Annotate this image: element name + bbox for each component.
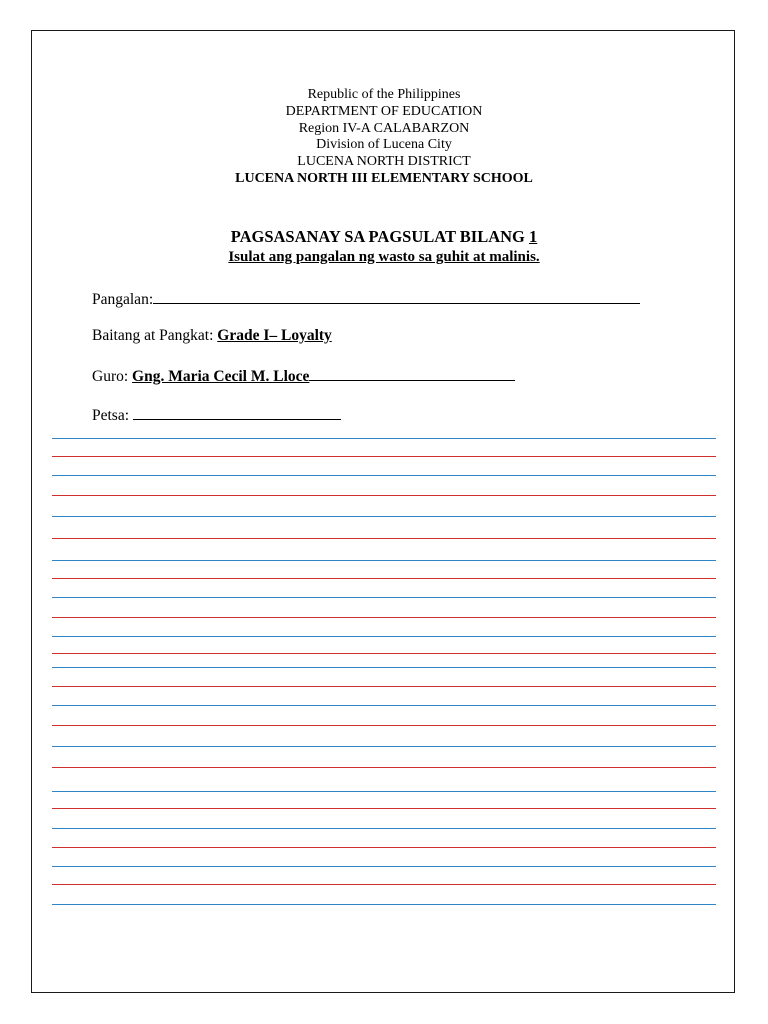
guro-value: Gng. Maria Cecil M. Lloce [132, 368, 310, 385]
pangalan-label: Pangalan: [92, 291, 154, 308]
header-department: DEPARTMENT OF EDUCATION [285, 103, 483, 119]
header-region: Region IV-A CALABARZON [298, 120, 470, 136]
writing-line-red [52, 538, 716, 539]
writing-line-red [52, 456, 716, 457]
writing-line-red [52, 617, 716, 618]
writing-line-blue [52, 667, 716, 668]
writing-line-red [52, 767, 716, 768]
writing-line-blue [52, 866, 716, 867]
pangalan-blank[interactable] [153, 289, 640, 304]
writing-line-blue [52, 904, 716, 905]
writing-line-red [52, 653, 716, 654]
field-baitang [92, 327, 332, 345]
writing-line-red [52, 847, 716, 848]
school-header [0, 87, 768, 188]
writing-line-blue [52, 475, 716, 476]
writing-line-blue [52, 705, 716, 706]
header-division: Division of Lucena City [316, 137, 452, 153]
worksheet-title [0, 227, 768, 247]
worksheet-instruction: Isulat ang pangalan ng wasto sa guhit at malinis. [228, 249, 540, 265]
writing-line-red [52, 686, 716, 687]
writing-line-red [52, 808, 716, 809]
writing-line-red [52, 725, 716, 726]
writing-line-blue [52, 791, 716, 792]
header-school: LUCENA NORTH III ELEMENTARY SCHOOL [235, 170, 533, 186]
field-pangalan [92, 289, 640, 309]
field-guro [92, 366, 515, 386]
title-text: PAGSASANAY SA PAGSULAT BILANG [230, 227, 530, 246]
writing-line-red [52, 578, 716, 579]
header-republic: Republic of the Philippines [307, 87, 461, 102]
petsa-label: Petsa: [92, 407, 133, 424]
writing-line-blue [52, 516, 716, 517]
guro-blank [309, 366, 515, 381]
writing-line-red [52, 884, 716, 885]
petsa-blank[interactable] [133, 405, 341, 420]
writing-line-red [52, 495, 716, 496]
baitang-value: Grade I– Loyalty [217, 327, 332, 344]
writing-line-blue [52, 438, 716, 439]
writing-line-blue [52, 560, 716, 561]
writing-line-blue [52, 597, 716, 598]
field-petsa [92, 405, 341, 425]
writing-line-blue [52, 828, 716, 829]
header-district: LUCENA NORTH DISTRICT [297, 154, 471, 170]
writing-line-blue [52, 746, 716, 747]
guro-label: Guro: [92, 368, 133, 385]
title-number: 1 [529, 227, 538, 246]
writing-line-blue [52, 636, 716, 637]
baitang-label: Baitang at Pangkat: [92, 327, 218, 344]
